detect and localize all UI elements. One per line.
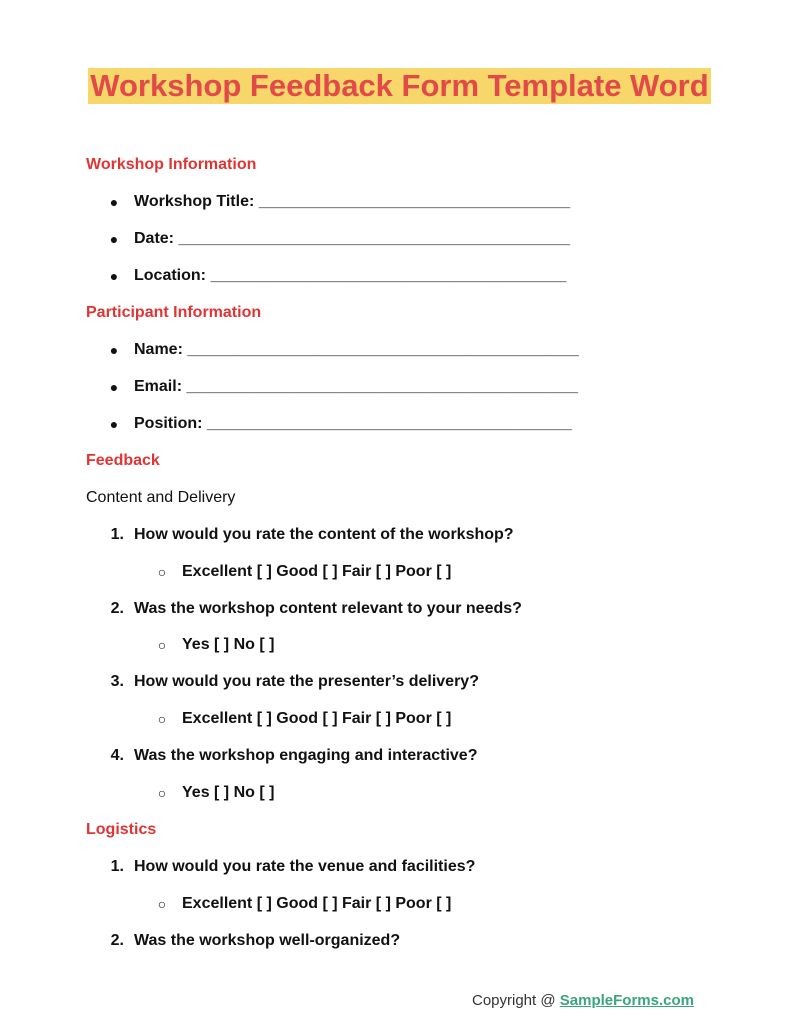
section-heading-workshop-information: Workshop Information	[86, 156, 257, 173]
sub-bullet: ○	[157, 637, 167, 653]
bullet: ●	[109, 231, 119, 247]
yes-no-options: Yes [ ] No [ ]	[182, 784, 275, 801]
bullet: ●	[109, 416, 119, 432]
question-text: Was the workshop content relevant to your needs?	[134, 600, 522, 617]
sub-bullet: ○	[157, 711, 167, 727]
copyright-footer	[472, 992, 694, 1009]
field-location: Location: ________________________________________	[134, 267, 567, 284]
question-text: How would you rate the content of the workshop?	[134, 526, 514, 543]
field-workshop-title: Workshop Title: ___________________________________	[134, 193, 571, 210]
bullet: ●	[109, 194, 119, 210]
sub-bullet: ○	[157, 564, 167, 580]
question-number: 2.	[110, 600, 124, 617]
section-heading-participant-information: Participant Information	[86, 304, 262, 321]
question-number: 4.	[110, 747, 124, 764]
field-position: Position: _________________________________________	[134, 415, 572, 432]
copyright-prefix: Copyright @	[472, 992, 560, 1009]
title-container	[0, 68, 799, 104]
question-text: How would you rate the venue and facilities?	[134, 858, 476, 875]
question-number: 1.	[110, 526, 124, 543]
question-number: 1.	[110, 858, 124, 875]
yes-no-options: Yes [ ] No [ ]	[182, 636, 275, 653]
sampleforms-link[interactable]: SampleForms.com	[559, 992, 694, 1009]
sub-bullet: ○	[157, 896, 167, 912]
field-email: Email: ____________________________________________	[134, 378, 578, 395]
question-text: How would you rate the presenter’s delivery?	[134, 673, 479, 690]
page-title: Workshop Feedback Form Template Word	[90, 68, 709, 103]
sub-bullet: ○	[157, 785, 167, 801]
bullet: ●	[109, 379, 119, 395]
section-heading-logistics: Logistics	[86, 821, 157, 838]
rating-options: Excellent [ ] Good [ ] Fair [ ] Poor [ ]	[182, 710, 452, 727]
subheading-content-and-delivery: Content and Delivery	[86, 489, 236, 506]
rating-options: Excellent [ ] Good [ ] Fair [ ] Poor [ ]	[182, 563, 452, 580]
bullet: ●	[109, 268, 119, 284]
question-text: Was the workshop well-organized?	[134, 932, 401, 949]
field-name: Name: ____________________________________________	[134, 341, 579, 358]
question-number: 3.	[110, 673, 124, 690]
rating-options: Excellent [ ] Good [ ] Fair [ ] Poor [ ]	[182, 895, 452, 912]
section-heading-feedback: Feedback	[86, 452, 160, 469]
question-text: Was the workshop engaging and interactive?	[134, 747, 478, 764]
bullet: ●	[109, 342, 119, 358]
field-date: Date: ____________________________________________	[134, 230, 570, 247]
question-number: 2.	[110, 932, 124, 949]
